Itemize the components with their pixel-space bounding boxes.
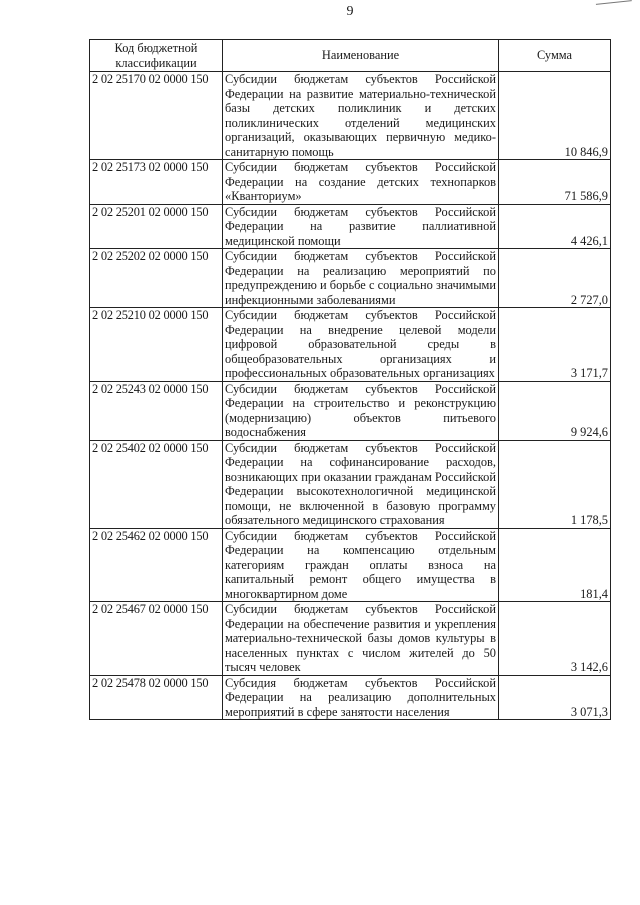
row-sum: 4 426,1 [499,204,611,249]
table-row [90,160,611,205]
row-name: Субсидии бюджетам субъектов Российской Федерации на внедрение целевой модели цифровой образовательной среды в общеобразовательных организациях и профессиональных образовательных организациях [223,308,499,382]
row-name: Субсидия бюджетам субъектов Российской Федерации на реализацию дополнительных мероприятий в сфере занятости населения [223,675,499,720]
row-sum: 9 924,6 [499,381,611,440]
row-code: 2 02 25173 02 0000 150 [90,160,223,205]
row-name: Субсидии бюджетам субъектов Российской Федерации на развитие материально-технической базы детских поликлиник и детских поликлинических отделений медицинских организаций, оказывающих первичную медико-санитарную помощь [223,72,499,160]
table-row [90,308,611,382]
table-row [90,72,611,160]
row-code: 2 02 25478 02 0000 150 [90,675,223,720]
table-row [90,249,611,308]
table-row [90,675,611,720]
row-code: 2 02 25467 02 0000 150 [90,602,223,676]
table-header-row [90,40,611,72]
row-code: 2 02 25202 02 0000 150 [90,249,223,308]
row-name: Субсидии бюджетам субъектов Российской Федерации на реализацию мероприятий по предупреждению и борьбе с социально значимыми инфекционными заболеваниями [223,249,499,308]
row-sum: 3 071,3 [499,675,611,720]
table-row [90,440,611,528]
table-row [90,381,611,440]
table-row [90,602,611,676]
row-code: 2 02 25243 02 0000 150 [90,381,223,440]
row-code: 2 02 25402 02 0000 150 [90,440,223,528]
row-sum: 3 171,7 [499,308,611,382]
row-sum: 71 586,9 [499,160,611,205]
header-sum: Сумма [499,40,611,72]
row-sum: 3 142,6 [499,602,611,676]
row-name: Субсидии бюджетам субъектов Российской Федерации на обеспечение развития и укрепления материально-технической базы домов культуры в населенных пунктах с числом жителей до 50 тысяч человек [223,602,499,676]
page-number: 9 [346,4,354,19]
row-name: Субсидии бюджетам субъектов Российской Федерации на развитие паллиативной медицинской помощи [223,204,499,249]
row-code: 2 02 25170 02 0000 150 [90,72,223,160]
row-sum: 10 846,9 [499,72,611,160]
row-code: 2 02 25210 02 0000 150 [90,308,223,382]
header-code: Код бюджетной классификации [90,40,223,72]
header-name: Наименование [223,40,499,72]
row-code: 2 02 25201 02 0000 150 [90,204,223,249]
table-row [90,204,611,249]
row-name: Субсидии бюджетам субъектов Российской Федерации на создание детских технопарков «Кванториум» [223,160,499,205]
row-name: Субсидии бюджетам субъектов Российской Федерации на софинансирование расходов, возникающих при оказании гражданам Российской Федерации высокотехнологичной медицинской помощи, не включенной в базовую программу обязательного медицинского страхования [223,440,499,528]
row-sum: 1 178,5 [499,440,611,528]
row-name: Субсидии бюджетам субъектов Российской Федерации на компенсацию отдельным категориям граждан оплаты взноса на капитальный ремонт общего имущества в многоквартирном доме [223,528,499,602]
row-sum: 2 727,0 [499,249,611,308]
row-name: Субсидии бюджетам субъектов Российской Федерации на строительство и реконструкцию (модернизацию) объектов питьевого водоснабжения [223,381,499,440]
row-sum: 181,4 [499,528,611,602]
budget-subsidies-table [89,39,611,720]
row-code: 2 02 25462 02 0000 150 [90,528,223,602]
table-row [90,528,611,602]
